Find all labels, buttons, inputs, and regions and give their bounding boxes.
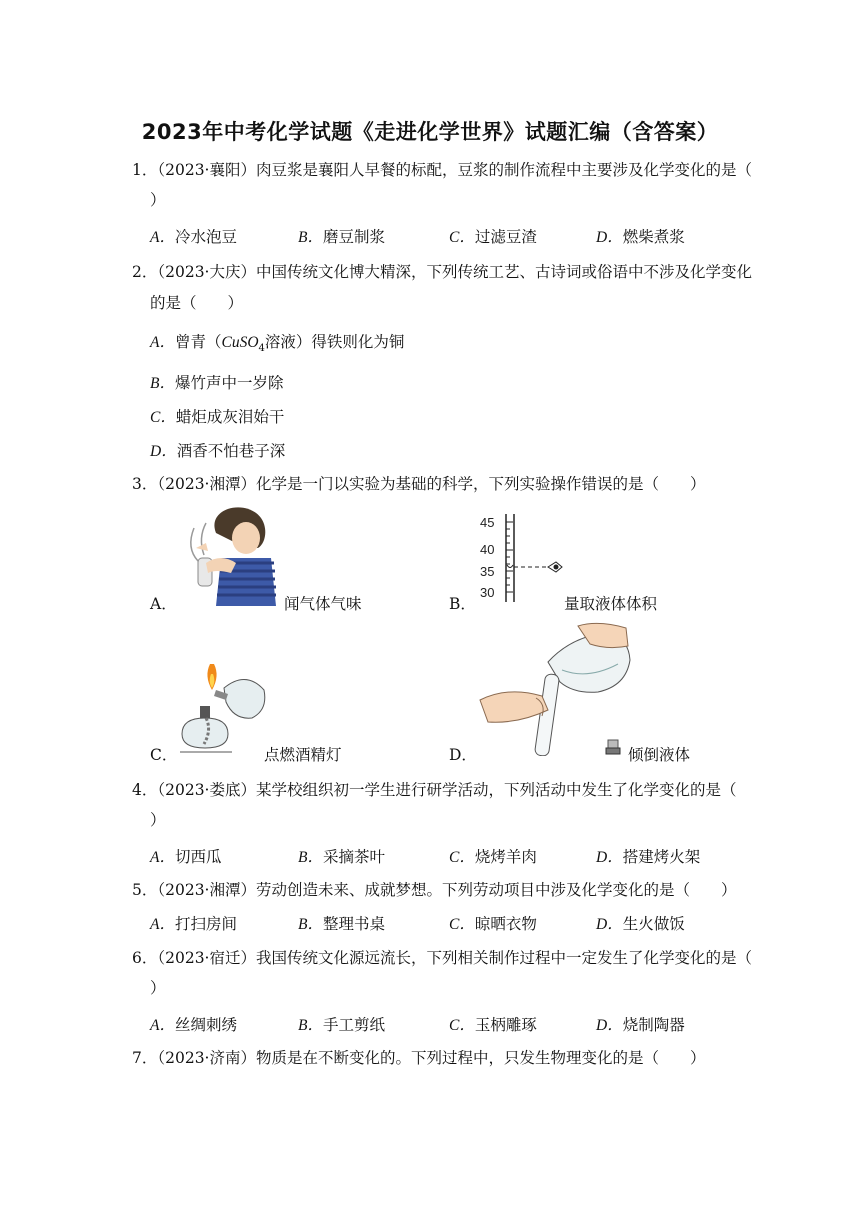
question-2-stem-end: 的是（ ） xyxy=(150,294,244,312)
question-4-option-c: C．烧烤羊肉 xyxy=(449,848,537,866)
question-3-option-b-letter: B． xyxy=(449,595,476,613)
question-3-option-a-text: 闻气体气味 xyxy=(284,595,362,613)
question-6-option-b: B．手工剪纸 xyxy=(298,1016,385,1034)
scale-label-30: 30 xyxy=(480,585,495,600)
question-1-option-c: C．过滤豆渣 xyxy=(449,228,537,246)
question-1-stem-end: ） xyxy=(150,191,166,209)
question-1-option-b: B．磨豆制浆 xyxy=(298,228,385,246)
question-2-stem: 2．（2023·大庆）中国传统文化博大精深，下列传统工艺、古诗词或俗语中不涉及化学变化 xyxy=(132,263,752,281)
question-5-option-a: A．打扫房间 xyxy=(150,915,237,933)
question-2-option-d: D．酒香不怕巷子深 xyxy=(150,442,286,460)
question-5-option-d: D．生火做饭 xyxy=(596,915,685,933)
question-3-option-a-letter: A． xyxy=(150,595,177,613)
question-3-option-d-text: 倾倒液体 xyxy=(628,746,691,764)
question-4-stem-end: ） xyxy=(150,811,166,829)
question-2-option-b: B．爆竹声中一岁除 xyxy=(150,374,284,392)
question-2-option-a: A．曾青（CuSO$_4$溶液）得铁则化为铜 xyxy=(150,333,405,355)
question-4-option-d: D．搭建烤火架 xyxy=(596,848,701,866)
question-5-stem: 5．（2023·湘潭）劳动创造未来、成就梦想。下列劳动项目中涉及化学变化的是（ ） xyxy=(132,881,737,899)
pouring-liquid-illustration xyxy=(478,620,632,756)
bottle-stopper-icon xyxy=(605,739,621,756)
question-3-option-c-letter: C． xyxy=(150,746,178,764)
question-1-option-a: A．冷水泡豆 xyxy=(150,228,237,246)
question-6-option-a: A．丝绸刺绣 xyxy=(150,1016,237,1034)
question-6-stem: 6．（2023·宿迁）我国传统文化源远流长，下列相关制作过程中一定发生了化学变化的是（ xyxy=(132,949,752,967)
question-4-option-b: B．采摘茶叶 xyxy=(298,848,385,866)
question-4-option-a: A．切西瓜 xyxy=(150,848,222,866)
question-6-option-c: C．玉柄雕琢 xyxy=(449,1016,537,1034)
question-5-option-b: B．整理书桌 xyxy=(298,915,385,933)
question-3-stem: 3．（2023·湘潭）化学是一门以实验为基础的科学，下列实验操作错误的是（ ） xyxy=(132,475,706,493)
smelling-gas-illustration xyxy=(176,503,281,606)
question-3-option-c-text: 点燃酒精灯 xyxy=(264,746,342,764)
scale-label-35: 35 xyxy=(480,564,495,579)
question-7-stem: 7．（2023·济南）物质是在不断变化的。下列过程中，只发生物理变化的是（ ） xyxy=(132,1049,706,1067)
question-3-option-b-text: 量取液体体积 xyxy=(564,595,658,613)
question-1-stem: 1．（2023·襄阳）肉豆浆是襄阳人早餐的标配，豆浆的制作流程中主要涉及化学变化的是（ xyxy=(132,161,752,179)
scale-label-40: 40 xyxy=(480,542,495,557)
page-title: 2023年中考化学试题《走进化学世界》试题汇编（含答案） xyxy=(141,120,719,144)
question-6-stem-end: ） xyxy=(150,979,166,997)
scale-label-45: 45 xyxy=(480,515,495,530)
question-3-option-d-letter: D． xyxy=(449,746,477,764)
question-4-stem: 4．（2023·娄底）某学校组织初一学生进行研学活动，下列活动中发生了化学变化的是（ xyxy=(132,781,737,799)
question-6-option-d: D．烧制陶器 xyxy=(596,1016,685,1034)
question-2-option-c: C．蜡炬成灰泪始干 xyxy=(150,408,285,426)
graduated-cylinder-illustration xyxy=(476,512,566,604)
alcohol-lamp-illustration xyxy=(176,660,268,756)
question-1-option-d: D．燃柴煮浆 xyxy=(596,228,685,246)
question-5-option-c: C．晾晒衣物 xyxy=(449,915,537,933)
